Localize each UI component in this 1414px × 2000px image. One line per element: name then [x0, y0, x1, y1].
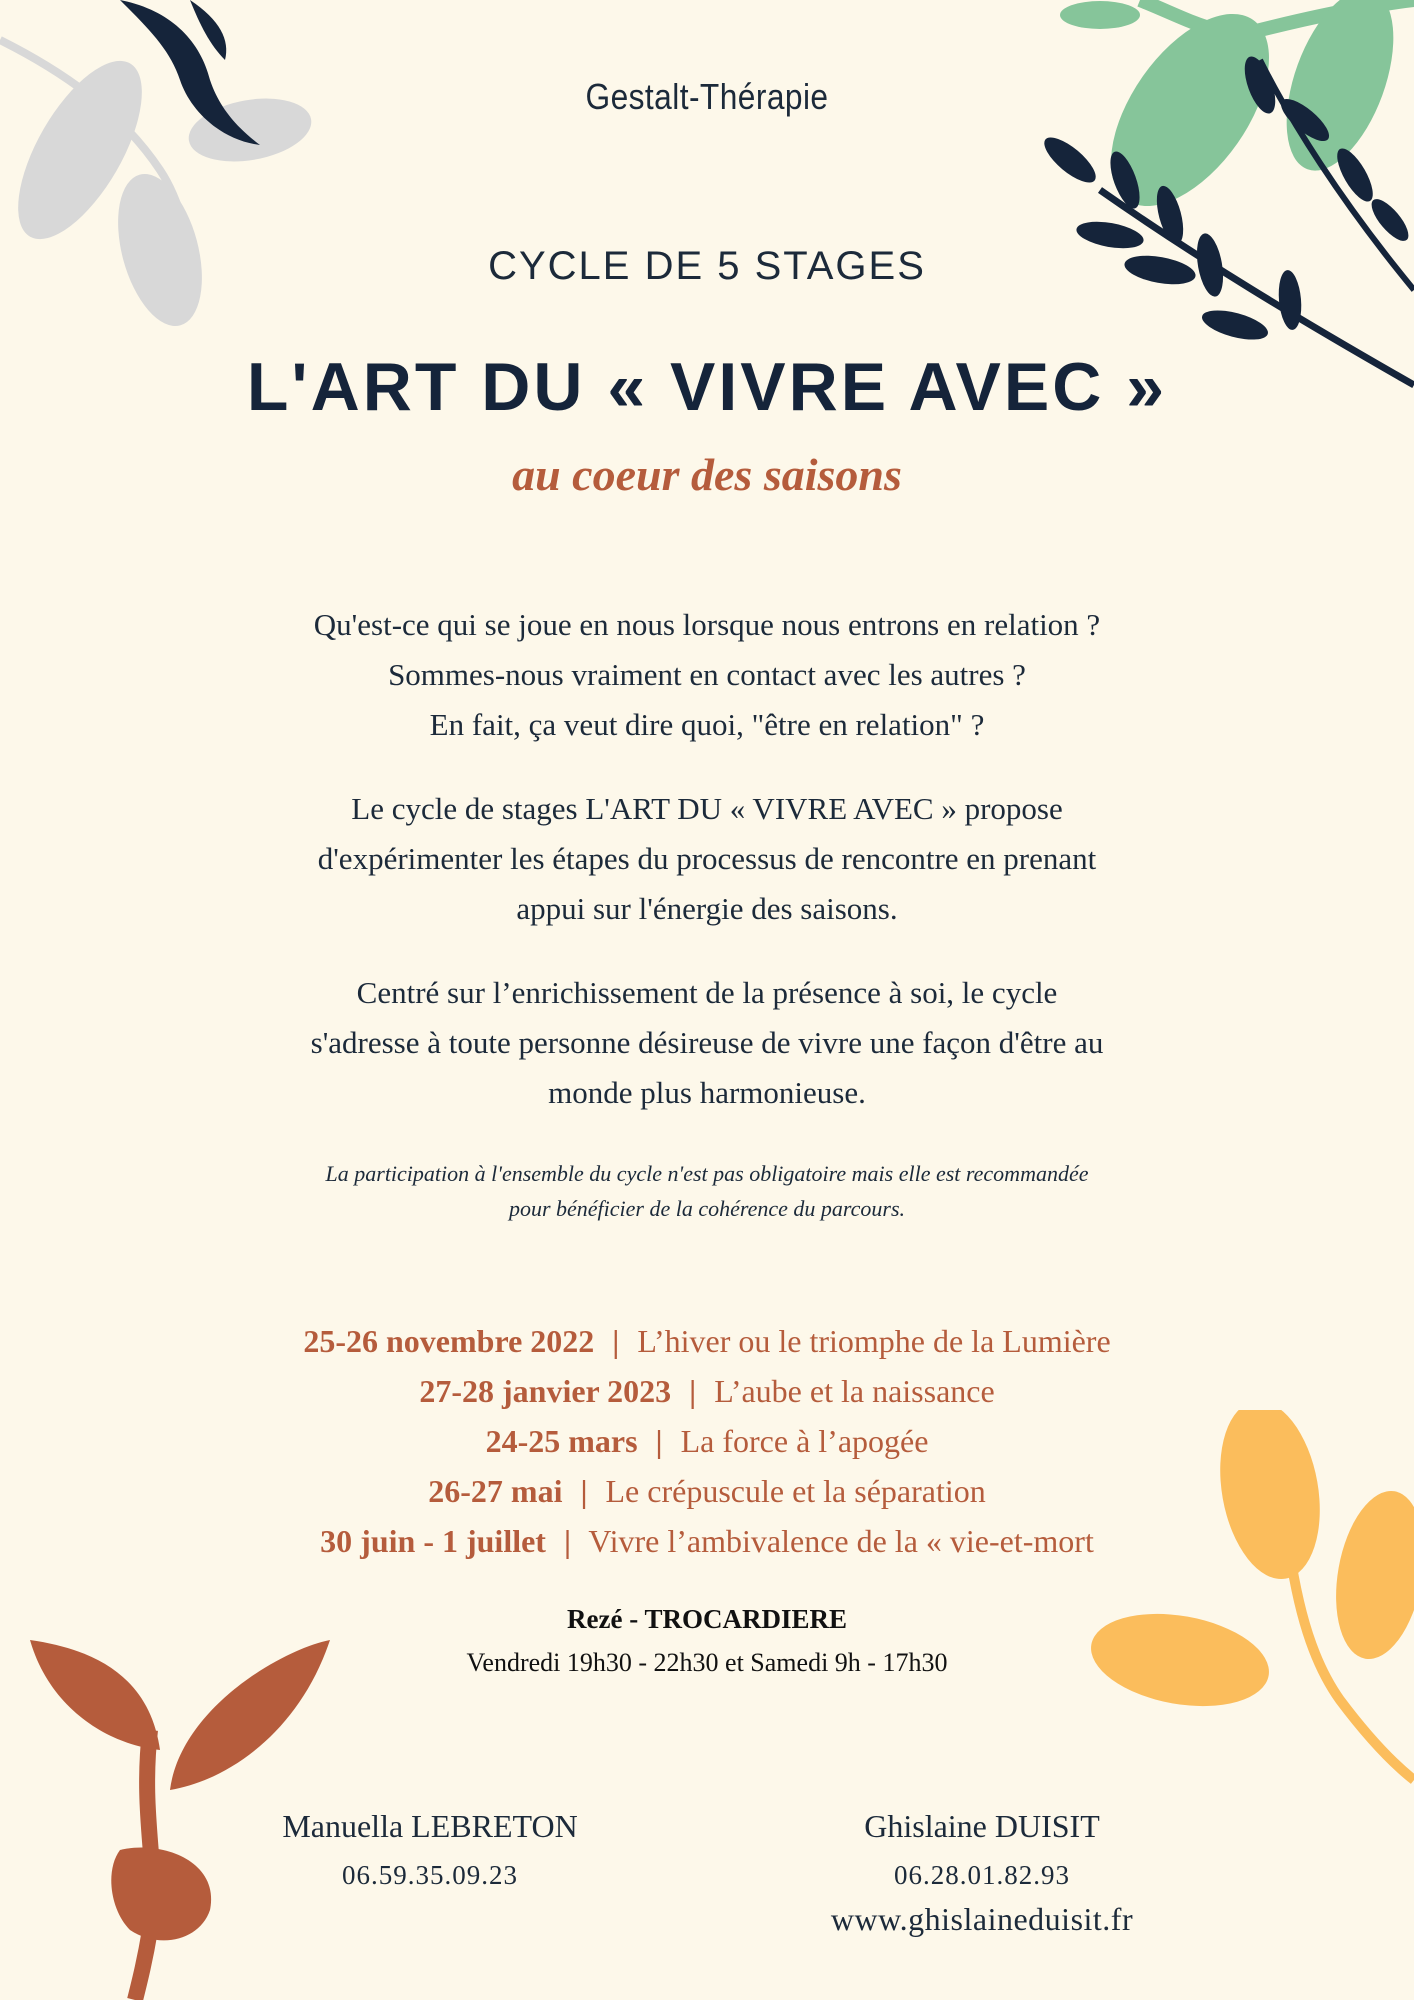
location-hours: Vendredi 19h30 - 22h30 et Samedi 9h - 17h30	[466, 1648, 948, 1677]
schedule-date: 26-27 mai	[428, 1473, 563, 1509]
text-line: appui sur l'énergie des saisons.	[516, 891, 898, 926]
participation-note	[0, 1156, 1414, 1226]
schedule-date: 25-26 novembre 2022	[303, 1323, 595, 1359]
schedule-separator: |	[580, 1473, 588, 1509]
note-line: La participation à l'ensemble du cycle n'est pas obligatoire mais elle est recommandée	[325, 1161, 1089, 1186]
schedule-item	[0, 1316, 1414, 1366]
page-subtitle: au coeur des saisons	[512, 449, 902, 500]
cycle-label: CYCLE DE 5 STAGES	[488, 244, 926, 288]
green-navy-leaves-decoration	[1040, 0, 1414, 390]
contact-phone: 06.59.35.09.23	[342, 1860, 518, 1890]
intro-paragraph-questions	[0, 600, 1414, 750]
text-line: Sommes-nous vraiment en contact avec les autres ?	[388, 657, 1026, 692]
page-title: L'ART DU « VIVRE AVEC »	[246, 349, 1168, 425]
schedule-list	[0, 1316, 1414, 1566]
contact-phone: 06.28.01.82.93	[894, 1860, 1070, 1890]
contact-right	[752, 1806, 1212, 1938]
schedule-date: 27-28 janvier 2023	[419, 1373, 672, 1409]
schedule-date: 24-25 mars	[485, 1423, 638, 1459]
intro-paragraph-cycle	[0, 784, 1414, 934]
text-line: d'expérimenter les étapes du processus de rencontre en prenant	[317, 841, 1097, 876]
text-line: En fait, ça veut dire quoi, "être en relation" ?	[429, 707, 985, 742]
schedule-theme: Vivre l’ambivalence de la « vie-et-mort	[588, 1523, 1094, 1559]
schedule-separator: |	[612, 1323, 620, 1359]
contact-name: Manuella LEBRETON	[282, 1808, 578, 1844]
schedule-theme: La force à l’apogée	[680, 1423, 929, 1459]
schedule-theme: L’aube et la naissance	[714, 1373, 995, 1409]
schedule-theme: L’hiver ou le triomphe de la Lumière	[637, 1323, 1111, 1359]
schedule-item	[0, 1416, 1414, 1466]
contact-left	[200, 1806, 660, 1891]
text-line: Le cycle de stages L'ART DU « VIVRE AVEC » propose	[351, 791, 1063, 826]
schedule-separator: |	[563, 1523, 571, 1559]
text-line: monde plus harmonieuse.	[548, 1075, 866, 1110]
text-line: Centré sur l’enrichissement de la présence à soi, le cycle	[356, 975, 1058, 1010]
schedule-theme: Le crépuscule et la séparation	[605, 1473, 986, 1509]
schedule-separator: |	[655, 1423, 663, 1459]
location-place: Rezé - TROCARDIERE	[567, 1604, 847, 1634]
contact-website-link[interactable]: www.ghislaineduisit.fr	[830, 1901, 1134, 1937]
schedule-item	[0, 1516, 1414, 1566]
organization-label: Gestalt-Thérapie	[585, 76, 829, 117]
navy-leaf-topleft-decoration	[110, 0, 270, 150]
text-line: s'adresse à toute personne désireuse de vivre une façon d'être au	[310, 1025, 1104, 1060]
text-line: Qu'est-ce qui se joue en nous lorsque nous entrons en relation ?	[313, 607, 1101, 642]
schedule-item	[0, 1466, 1414, 1516]
schedule-item	[0, 1366, 1414, 1416]
intro-paragraph-audience	[0, 968, 1414, 1118]
schedule-separator: |	[689, 1373, 697, 1409]
contact-name: Ghislaine DUISIT	[864, 1808, 1100, 1844]
note-line: pour bénéficier de la cohérence du parcours.	[508, 1196, 906, 1221]
schedule-date: 30 juin - 1 juillet	[320, 1523, 546, 1559]
